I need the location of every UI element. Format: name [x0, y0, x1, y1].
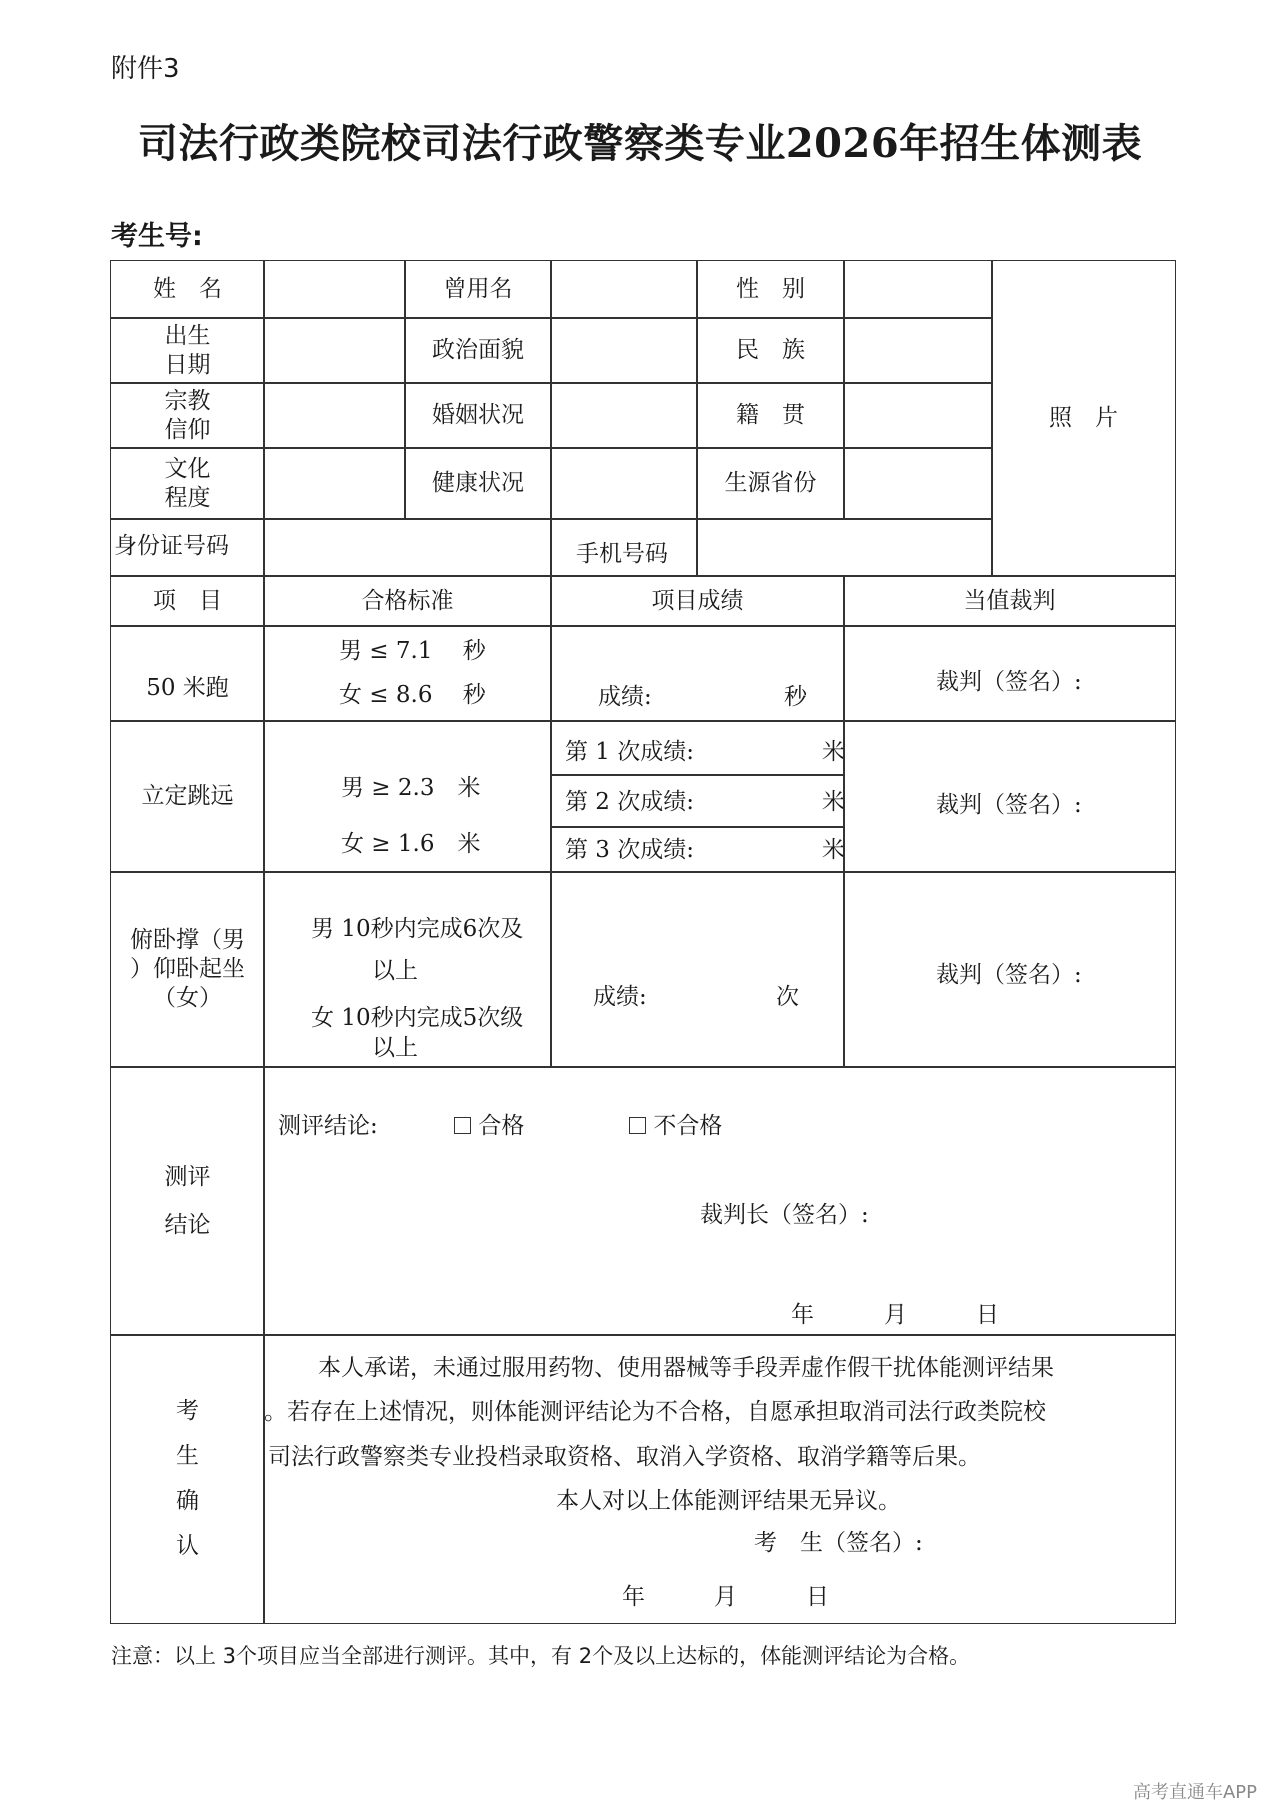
- pushup-result-unit: 次: [776, 984, 799, 1010]
- political-label: 政治面貌: [432, 337, 524, 364]
- jump-standard-cell: [263, 720, 552, 873]
- result-header: 项目成绩: [651, 587, 744, 614]
- conclusion-day: 日: [976, 1302, 999, 1328]
- phone-value-cell[interactable]: [696, 518, 993, 577]
- pushup-result-cell[interactable]: [550, 871, 845, 1068]
- pushup-name-cell: [110, 871, 265, 1068]
- jump-try3-unit: 米: [822, 837, 845, 863]
- native-place-label-cell: [696, 382, 845, 449]
- run-standard-cell: [263, 625, 552, 722]
- confirm-day: 日: [806, 1584, 829, 1610]
- pushup-standard-female-cont: 以上: [372, 1035, 418, 1061]
- run-judge-cell[interactable]: [843, 625, 1176, 722]
- document-title: 司法行政类院校司法行政警察类专业2026年招生体测表: [137, 120, 1143, 167]
- confirm-label-cell: [110, 1334, 265, 1624]
- item-header-cell: [110, 575, 265, 627]
- pushup-judge-signature: 裁判（签名）:: [936, 962, 1082, 988]
- pushup-standard-male: 男 10秒内完成6次及: [311, 916, 524, 942]
- confirm-char-1: 考: [176, 1398, 199, 1425]
- education-value-cell[interactable]: [263, 447, 406, 520]
- pass-option[interactable]: [454, 1113, 524, 1141]
- pushup-result-label: 成绩:: [593, 984, 647, 1010]
- marital-value-cell[interactable]: [550, 382, 698, 449]
- fail-option[interactable]: [629, 1113, 722, 1141]
- health-label: 健康状况: [432, 470, 524, 497]
- run-judge-signature: 裁判（签名）:: [936, 669, 1082, 695]
- pushup-judge-cell[interactable]: [843, 871, 1176, 1068]
- name-value-cell[interactable]: [263, 260, 406, 319]
- religion-label-line2: 信仰: [164, 416, 211, 443]
- jump-name-cell: [110, 720, 265, 873]
- standard-header-cell: [263, 575, 552, 627]
- religion-label-cell: [110, 382, 265, 449]
- id-number-value-cell[interactable]: [263, 518, 552, 577]
- conclusion-year: 年: [791, 1302, 814, 1328]
- jump-try1-unit: 米: [822, 739, 845, 765]
- education-label-cell: [110, 447, 265, 520]
- education-label-line2: 程度: [164, 484, 211, 511]
- run-standard-male: 男 ≤ 7.1 秒: [339, 638, 486, 664]
- result-header-cell: [550, 575, 845, 627]
- confirm-no-objection: 本人对以上体能测评结果无异议。: [556, 1488, 901, 1514]
- fail-label: 不合格: [653, 1113, 723, 1139]
- watermark: 高考直通车APP: [1132, 1782, 1257, 1803]
- confirm-char-4: 认: [176, 1532, 199, 1559]
- conclusion-content-cell: [263, 1066, 1176, 1336]
- gender-value-cell[interactable]: [843, 260, 993, 319]
- name-label: 姓 名: [153, 276, 222, 303]
- conclusion-month: 月: [884, 1302, 907, 1328]
- photo-label: 照 片: [1049, 405, 1118, 432]
- pushup-standard-male-cont: 以上: [372, 958, 418, 984]
- item-header: 项 目: [153, 587, 222, 614]
- confirm-year: 年: [622, 1584, 645, 1610]
- jump-name: 立定跳远: [141, 783, 234, 810]
- marital-label-cell: [404, 382, 552, 449]
- gender-label: 性 别: [736, 276, 805, 303]
- political-label-cell: [404, 317, 552, 384]
- run-name-cell: [110, 625, 265, 722]
- pushup-standard-female: 女 10秒内完成5次级: [311, 1005, 524, 1031]
- gender-label-cell: [696, 260, 845, 319]
- jump-judge-signature: 裁判（签名）:: [936, 792, 1082, 818]
- name-label-cell: [110, 260, 265, 319]
- jump-standard-male: 男 ≥ 2.3 米: [341, 775, 481, 801]
- marital-label: 婚姻状况: [432, 402, 524, 429]
- health-value-cell[interactable]: [550, 447, 698, 520]
- phone-label-cell: [550, 518, 698, 577]
- fail-checkbox[interactable]: [629, 1117, 646, 1134]
- jump-standard-female: 女 ≥ 1.6 米: [341, 831, 481, 857]
- birth-value-cell[interactable]: [263, 317, 406, 384]
- run-result-unit: 秒: [784, 684, 807, 710]
- run-result-cell[interactable]: [550, 625, 845, 722]
- political-value-cell[interactable]: [550, 317, 698, 384]
- phone-label: 手机号码: [576, 541, 668, 567]
- attachment-label: 附件3: [111, 54, 180, 84]
- former-name-value-cell[interactable]: [550, 260, 698, 319]
- run-standard-female: 女 ≤ 8.6 秒: [339, 682, 486, 708]
- standard-header: 合格标准: [361, 587, 454, 614]
- ethnicity-label: 民 族: [736, 337, 805, 364]
- source-province-value-cell[interactable]: [843, 447, 993, 520]
- photo-cell[interactable]: [991, 260, 1176, 577]
- jump-judge-cell[interactable]: [843, 720, 1176, 873]
- candidate-signature: 考 生（签名）:: [754, 1530, 923, 1556]
- jump-try1-label: 第 1 次成绩:: [565, 739, 695, 765]
- native-place-value-cell[interactable]: [843, 382, 993, 449]
- jump-try2-label: 第 2 次成绩:: [565, 789, 695, 815]
- source-province-label-cell: [696, 447, 845, 520]
- id-number-label-cell: [110, 518, 265, 577]
- pushup-name-line2: ）仰卧起坐: [130, 956, 245, 983]
- religion-label-line1: 宗教: [164, 387, 211, 414]
- native-place-label: 籍 贯: [736, 402, 805, 429]
- ethnicity-label-cell: [696, 317, 845, 384]
- confirm-content-cell: [263, 1334, 1176, 1624]
- conclusion-label-line2: 结论: [164, 1212, 211, 1238]
- pass-checkbox[interactable]: [454, 1117, 471, 1134]
- health-label-cell: [404, 447, 552, 520]
- judge-header-cell: [843, 575, 1176, 627]
- pushup-name-line1: 俯卧撑（男: [130, 927, 245, 954]
- chief-judge-signature: 裁判长（签名）:: [700, 1202, 869, 1228]
- birth-label-line2: 日期: [164, 351, 211, 378]
- conclusion-label-cell: [110, 1066, 265, 1336]
- former-name-label-cell: [404, 260, 552, 319]
- jump-try3-cell[interactable]: [550, 826, 845, 873]
- birth-label-line1: 出生: [164, 322, 211, 349]
- former-name-label: 曾用名: [443, 276, 513, 303]
- confirm-paragraph-line3: 司法行政警察类专业投档录取资格、取消入学资格、取消学籍等后果。: [268, 1444, 981, 1470]
- pushup-name-line3: （女）: [153, 984, 222, 1011]
- judge-header: 当值裁判: [963, 587, 1056, 614]
- footer-note: 注意：以上 3个项目应当全部进行测评。其中，有 2个及以上达标的，体能测评结论为合格。: [111, 1644, 971, 1668]
- jump-try2-unit: 米: [822, 789, 845, 815]
- confirm-char-3: 确: [176, 1488, 199, 1514]
- exam-number-label: 考生号:: [111, 221, 203, 252]
- run-result-label: 成绩:: [598, 684, 652, 710]
- confirm-paragraph-line2: 。若存在上述情况，则体能测评结论为不合格，自愿承担取消司法行政类院校: [264, 1399, 1046, 1425]
- ethnicity-value-cell[interactable]: [843, 317, 993, 384]
- pass-label: 合格: [478, 1113, 525, 1139]
- confirm-paragraph-line1: 本人承诺，未通过服用药物、使用器械等手段弄虚作假干扰体能测评结果: [318, 1355, 1054, 1381]
- conclusion-label-line1: 测评: [164, 1163, 211, 1190]
- id-number-label: 身份证号码: [114, 533, 229, 559]
- pushup-standard-cell: [263, 871, 552, 1068]
- conclusion-text: 测评结论:: [278, 1113, 378, 1139]
- education-label-line1: 文化: [164, 455, 211, 482]
- confirm-month: 月: [714, 1584, 737, 1610]
- jump-try1-cell[interactable]: [550, 720, 845, 776]
- religion-value-cell[interactable]: [263, 382, 406, 449]
- jump-try3-label: 第 3 次成绩:: [565, 837, 695, 863]
- birth-label-cell: [110, 317, 265, 384]
- confirm-char-2: 生: [176, 1443, 199, 1470]
- run-name: 50 米跑: [146, 675, 229, 702]
- source-province-label: 生源省份: [724, 470, 817, 497]
- jump-try2-cell[interactable]: [550, 774, 845, 828]
